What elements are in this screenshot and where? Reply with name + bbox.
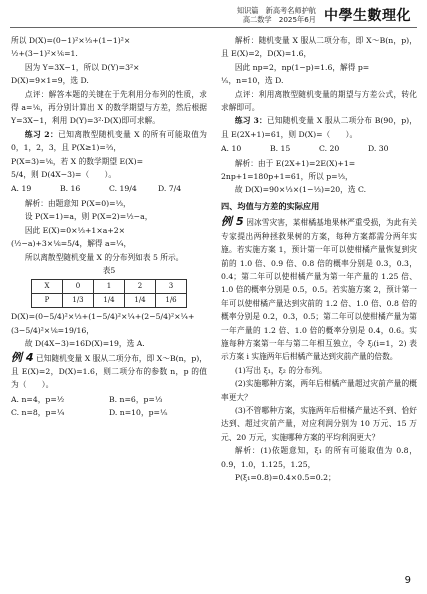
example-label: 例 5 [221, 215, 244, 229]
page-header [0, 0, 427, 28]
left-column [11, 34, 207, 421]
text-line: 所以离散型随机变量 X 的分布列如表 5 所示。 [24, 252, 184, 262]
text-line: P(ξ₁=0.8)=0.4×0.5=0.2； [234, 473, 336, 482]
table-row [32, 294, 187, 308]
option-a: A. 19 [11, 184, 32, 194]
option-c: C. 19/4 [109, 184, 137, 194]
example-4 [11, 351, 207, 392]
table-caption: 表5 [102, 265, 116, 275]
text-line: 因此 np=2，np(1−p)=1.6，解得 p= [234, 62, 370, 72]
solution-line: 解析：(1)依题意知，ξ₁ 的所有可能取值为 0.8，0.9，1.0，1.125，1.25， [221, 446, 417, 469]
distribution-table [31, 279, 187, 308]
text-line: 设 P(X=1)=a，则 P(X=2)=½−a， [24, 212, 153, 222]
remark-paragraph: 点评：利用离散型随机变量的期望与方差公式，转化求解即可。 [221, 89, 417, 113]
exercise-label: 练习 2： [24, 129, 59, 139]
option-c: C. 20 [319, 144, 340, 154]
variance-calc: D(X)=(0−5/4)²×⅓+(1−5/4)²×¼+(2−5/4)²×¼+(3−5/4)²×⅙=19/16， [11, 312, 195, 335]
table-cell: 0 [63, 280, 94, 294]
text-line: P(X=3)=⅙，若 X 的数学期望 E(X)= [11, 156, 144, 166]
text-line: 5/4，则 D(4X−3)=（ ）。 [11, 170, 117, 180]
table-cell: 1/6 [156, 294, 187, 308]
option-a: A. 10 [221, 144, 242, 154]
text-line: 因为 Y=3X−1，所以 D(Y)=3²× [24, 62, 140, 72]
option-a: A. n=4，p=½ [11, 394, 65, 404]
exercise-text: 已知随机变量 X 服从二项分布 B(90，p)，且 E(2X+1)=61，则 D(X)=（ ）。 [221, 116, 417, 139]
question-1: (1)写出 ξ₁，ξ₂ 的分布列。 [234, 365, 327, 375]
exercise-2 [11, 128, 207, 155]
question-2: (2)实施哪种方案，两年后柑橘产量超过灾前产量的概率更大？ [221, 379, 417, 402]
option-d: D. 30 [368, 144, 389, 154]
table-cell: 1/4 [94, 294, 125, 308]
options-grid [11, 393, 207, 420]
text-line: 因此 E(X)=0×⅓+1×a+2× [24, 225, 126, 235]
options-row [221, 142, 417, 155]
header-right [237, 4, 413, 26]
example-text: 因冰雪灾害，某柑橘基地果林严重受损，为此有关专家提出两种拯救果树的方案，每种方案都需分两年实施。若实施方案 1，预计第一年可以使柑橘产量恢复到灾前的 1.0 倍、0.9 倍、0.8 倍的概率分别是 0.3，0.3，0.4；第二年可以使柑橘产量为第一年产量的 1.25 倍、1.0 倍的概率分别是 0.5，0.5。若实施方案 2，预计第一年可以使柑橘产量达到灾前的 1.2 倍、1.0 倍、0.8 倍的概率分别是 0.2，0.3，0.5；第二年可以使柑橘产量为第一年产量的 1.2 倍、1.0 倍的概率分别是 0.4，0.6。实施每种方案第一年与第二年相互独立，令 ξᵢ(i=1，2) 表示方案 i 实施两年后柑橘产量达到灾前产量的倍数。 [221, 218, 417, 362]
text-line: 故 D(X)=90×⅓×(1−⅓)=20，选 C. [234, 185, 367, 195]
table-cell: P [32, 294, 63, 308]
option-c: C. n=8，p=¼ [11, 408, 65, 418]
table-cell: 3 [156, 280, 187, 294]
right-column [221, 34, 417, 484]
header-rule [10, 27, 417, 28]
text-line: 2np+1=180p+1=61，所以 p=⅓， [221, 172, 353, 182]
magazine-logo: 中學生數理化 [324, 8, 411, 24]
example-5 [221, 215, 417, 363]
solution-paragraph: 解析：随机变量 X 服从二项分布，即 X～B(n，p)，且 E(X)=2，D(X)=1.6， [221, 36, 417, 59]
option-d: D. 7/4 [158, 184, 182, 194]
example-text: 已知随机变量 X 服从二项分布，即 X～B(n，p)，且 E(X)=2，D(X)=1.6，则二项分布的参数 n，p 的值为（ ）。 [11, 353, 207, 390]
section-heading: 四、均值与方差的实际应用 [221, 200, 320, 211]
header-meta-line1: 知识篇 新高考名师护航 [236, 6, 316, 15]
exercise-3 [221, 114, 417, 141]
option-b: B. 16 [60, 184, 81, 194]
table-cell: 1/3 [63, 294, 94, 308]
question-3: (3)不管哪种方案，实施两年后柑橘产量达不到、恰好达到、超过灾前产量，对应利润分别为 10 万元、15 万元、20 万元，实施哪种方案的平均利润更大？ [221, 405, 417, 442]
table-cell: 1/4 [125, 294, 156, 308]
table-row [32, 280, 187, 294]
solution-line: 解析：由于 E(2X+1)=2E(X)+1= [234, 158, 356, 168]
text-line: 所以 D(X)=(0−1)²×⅓+(1−1)²× [11, 36, 131, 45]
text-line: ⅕，n=10，选 D. [221, 76, 284, 86]
option-d: D. n=10，p=⅕ [109, 408, 168, 418]
solution-line: 解析：由题意知 P(X=0)=⅓， [24, 198, 131, 208]
text-line: (½−a)+3×⅙=5/4，解得 a=¼， [11, 239, 132, 249]
table-cell: 1 [94, 280, 125, 294]
exercise-label: 练习 3： [234, 116, 267, 126]
text-line: D(X)=9×1=9，选 D. [11, 76, 89, 86]
table-cell: X [32, 280, 63, 294]
example-label: 例 4 [11, 350, 34, 364]
exercise-text: 已知离散型随机变量 X 的所有可能取值为 0，1，2，3，且 P(X≥1)=⅔， [11, 129, 207, 153]
header-meta [237, 6, 316, 24]
page-number: 9 [404, 575, 411, 586]
option-b: B. n=6，p=⅓ [109, 394, 163, 404]
header-meta-line2: 高二数学 2025年6月 [242, 15, 316, 24]
table-cell: 2 [125, 280, 156, 294]
text-line: 故 D(4X−3)=16D(X)=19，选 A. [24, 339, 145, 349]
options-row [11, 182, 207, 195]
option-b: B. 15 [270, 144, 291, 154]
text-line: ½+(3−1)²×⅙=1. [11, 49, 78, 59]
remark-paragraph: 点评：解答本题的关键在于先利用分布列的性质，求得 a=⅙，再分别计算出 X 的数学期望与方差，然后根据 Y=3X−1，利用 D(Y)=3²·D(X)即可求解。 [11, 89, 207, 126]
